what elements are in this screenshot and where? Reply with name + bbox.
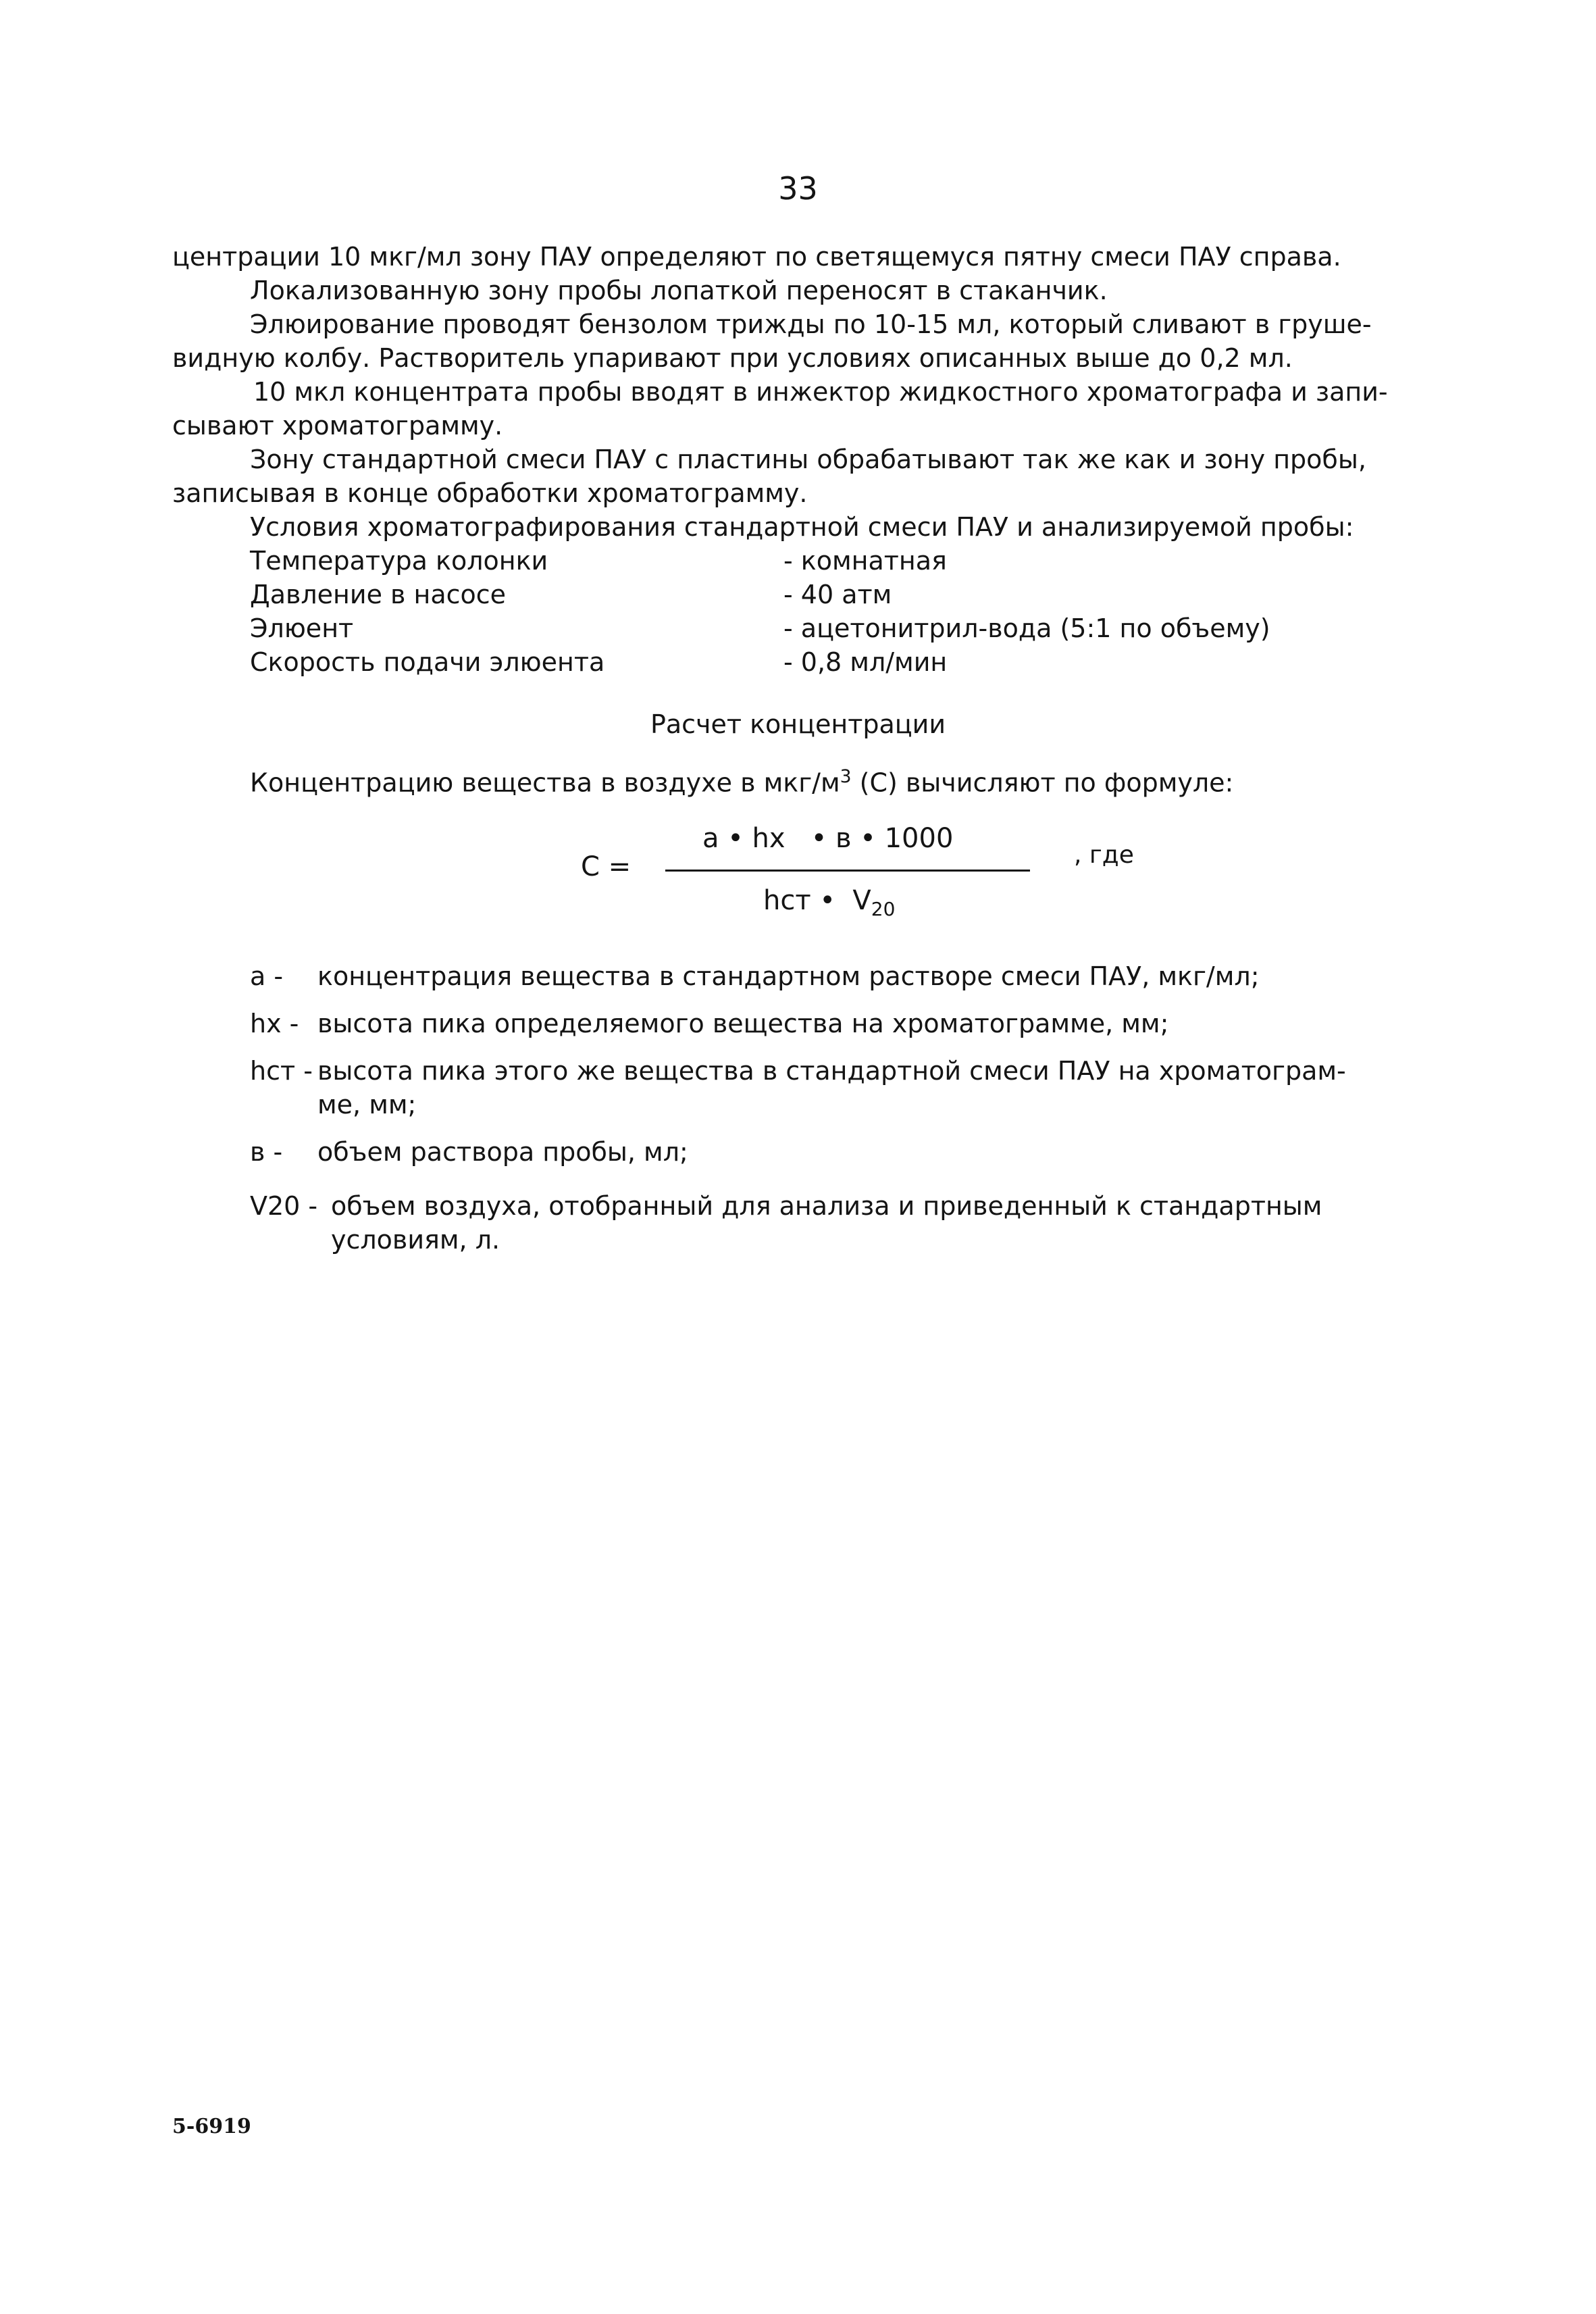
condition-row: [250, 611, 1331, 645]
definition-text: концентрация вещества в стандартном растворе смеси ПАУ, мкг/мл;: [317, 961, 1260, 991]
definition-symbol: hст -: [250, 1056, 313, 1086]
condition-value: - 40 атм: [783, 580, 892, 609]
definition-text: условиям, л.: [331, 1225, 500, 1255]
formula-lhs: С =: [581, 851, 632, 882]
definition-item-continued: [250, 1088, 1520, 1122]
definition-item: [250, 1054, 1520, 1088]
fraction-bar: [665, 870, 1030, 872]
definition-symbol: V20 -: [250, 1191, 318, 1221]
paragraph-line-2: Локализованную зону пробы лопаткой переносят в стаканчик.: [250, 276, 1108, 305]
definition-text: высота пика этого же вещества в стандартной смеси ПАУ на хроматограм-: [317, 1056, 1346, 1086]
paragraph-line-8: записывая в конце обработки хроматограмму.: [172, 478, 808, 508]
footer-code: 5-6919: [172, 2115, 251, 2138]
definition-item: [250, 959, 1520, 993]
formula-suffix: , где: [1074, 841, 1134, 869]
paragraph-line-7: Зону стандартной смеси ПАУ с пластины обрабатывают так же как и зону пробы,: [250, 445, 1366, 474]
formula-intro-superscript: 3: [840, 766, 852, 787]
formula-numerator: а • hx • в • 1000: [702, 823, 954, 854]
paragraph-line-5: 10 мкл концентрата пробы вводят в инжектор жидкостного хроматографа и запи-: [253, 377, 1388, 407]
definition-symbol: hx -: [250, 1009, 299, 1038]
condition-label: Элюент: [250, 613, 354, 643]
formula-intro-text-end: (С) вычисляют по формуле:: [851, 768, 1234, 798]
definition-text: объем раствора пробы, мл;: [317, 1137, 688, 1167]
definition-item: [250, 1135, 1520, 1169]
condition-value: - 0,8 мл/мин: [783, 647, 948, 677]
formula-denominator-subscript: 20: [871, 898, 896, 920]
definition-symbol: а -: [250, 961, 284, 991]
definition-text: высота пика определяемого вещества на хроматограмме, мм;: [317, 1009, 1169, 1038]
paragraph-line-6: сывают хроматограмму.: [172, 411, 503, 441]
paragraph-line-4: видную колбу. Растворитель упаривают при условиях описанных выше до 0,2 мл.: [172, 343, 1293, 373]
condition-row: [250, 544, 1331, 578]
formula-denominator-text: hст • V: [763, 885, 871, 916]
formula-denominator: [763, 885, 895, 920]
definition-item: [250, 1189, 1520, 1223]
definition-symbol: в -: [250, 1137, 283, 1167]
paragraph-line-3: Элюирование проводят бензолом трижды по 10-15 мл, который сливают в груше-: [250, 309, 1372, 339]
condition-label: Давление в насосе: [250, 580, 507, 609]
definition-text: объем воздуха, отобранный для анализа и приведенный к стандартным: [331, 1191, 1322, 1221]
condition-row: [250, 578, 1331, 611]
paragraph-line-9: Условия хроматографирования стандартной смеси ПАУ и анализируемой пробы:: [250, 512, 1354, 542]
condition-label: Скорость подачи элюента: [250, 647, 605, 677]
condition-label: Температура колонки: [250, 546, 548, 576]
condition-value: - комнатная: [783, 546, 947, 576]
formula-intro: [250, 760, 1233, 800]
definition-text: ме, мм;: [317, 1090, 417, 1120]
definition-item-continued: [250, 1223, 1520, 1257]
paragraph-line-1: центрации 10 мкг/мл зону ПАУ определяют по светящемуся пятну смеси ПАУ справа.: [172, 242, 1341, 272]
condition-value: - ацетонитрил-вода (5:1 по объему): [783, 613, 1270, 643]
definition-item: [250, 1007, 1520, 1040]
page-number: 33: [778, 170, 818, 207]
section-heading: Расчет концентрации: [650, 709, 946, 739]
formula-intro-text: Концентрацию вещества в воздухе в мкг/м: [250, 768, 840, 798]
condition-row: [250, 645, 1331, 679]
